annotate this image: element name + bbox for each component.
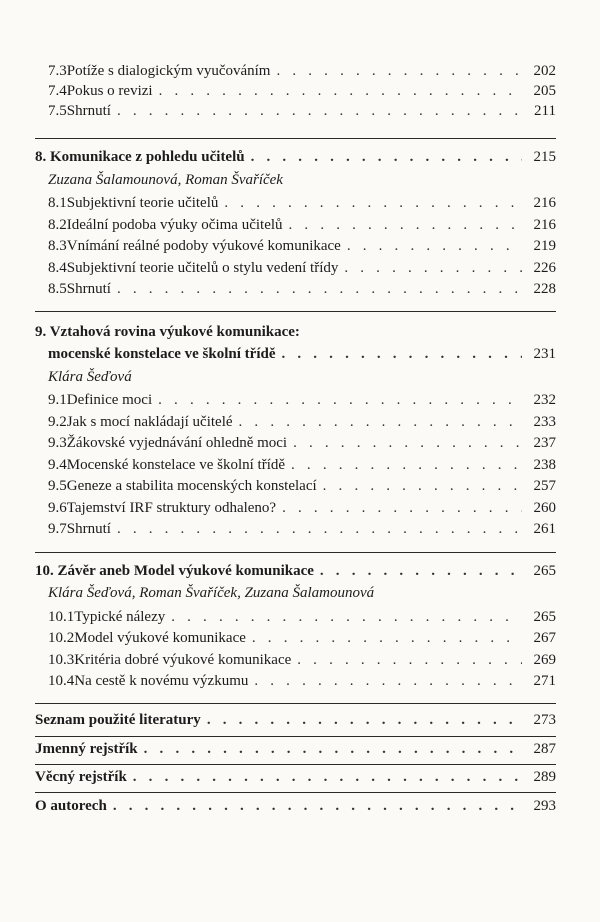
toc-entry[interactable] bbox=[48, 649, 556, 671]
page-number: 287 bbox=[533, 741, 556, 757]
page-number: 267 bbox=[533, 630, 556, 646]
chapter-authors: Klára Šeďová bbox=[48, 369, 132, 385]
section-divider bbox=[35, 792, 556, 793]
dot-leader bbox=[113, 795, 522, 817]
dot-leader bbox=[347, 235, 522, 257]
section-title: Potíže s dialogickým vyučováním bbox=[66, 63, 271, 79]
toc-entry[interactable] bbox=[48, 80, 556, 102]
section-title: Žákovské vyjednávání ohledně moci bbox=[66, 435, 288, 451]
toc-entry[interactable] bbox=[48, 670, 556, 692]
entry-title: O autorech bbox=[35, 798, 107, 814]
page-number: 205 bbox=[533, 83, 556, 99]
toc-entry[interactable] bbox=[48, 235, 556, 257]
section-title: Subjektivní teorie učitelů o stylu vedení třídy bbox=[66, 260, 339, 276]
section-title: Vnímání reálné podoby výukové komunikace bbox=[66, 238, 341, 254]
section-number: 8.1 bbox=[48, 195, 67, 211]
section-title: Kritéria dobré výukové komunikace bbox=[74, 652, 292, 668]
section-number: 9.5 bbox=[48, 478, 67, 494]
page-number: 232 bbox=[533, 392, 556, 408]
section-title: Pokus o revizi bbox=[66, 83, 153, 99]
dot-leader bbox=[289, 214, 522, 236]
page-number: 202 bbox=[533, 63, 556, 79]
section-number: 9.4 bbox=[48, 457, 67, 473]
section-number: 10.2 bbox=[48, 630, 75, 646]
chapter-9-heading[interactable] bbox=[48, 343, 556, 365]
page-number: 215 bbox=[533, 149, 556, 165]
chapter-title: 8. Komunikace z pohledu učitelů bbox=[35, 149, 245, 165]
toc-back-matter-entry[interactable] bbox=[35, 766, 556, 788]
section-number: 7.4 bbox=[48, 83, 67, 99]
dot-leader bbox=[117, 278, 522, 300]
dot-leader bbox=[158, 389, 522, 411]
section-divider bbox=[35, 138, 556, 139]
toc-back-matter-entry[interactable] bbox=[35, 738, 556, 760]
dot-leader bbox=[117, 518, 522, 540]
chapter-title: mocenské konstelace ve školní třídě bbox=[48, 346, 276, 362]
section-divider bbox=[35, 311, 556, 312]
page-number: 271 bbox=[533, 673, 556, 689]
page-number: 273 bbox=[533, 712, 556, 728]
section-number: 7.5 bbox=[48, 103, 67, 119]
toc-entry[interactable] bbox=[48, 475, 556, 497]
dot-leader bbox=[239, 411, 522, 433]
dot-leader bbox=[207, 709, 522, 731]
page-number: 257 bbox=[533, 478, 556, 494]
section-number: 9.6 bbox=[48, 500, 67, 516]
page-number: 228 bbox=[533, 281, 556, 297]
section-number: 8.3 bbox=[48, 238, 67, 254]
chapter-10-heading[interactable] bbox=[35, 560, 556, 582]
dot-leader bbox=[251, 146, 522, 168]
section-number: 9.1 bbox=[48, 392, 67, 408]
toc-entry[interactable] bbox=[48, 432, 556, 454]
section-divider bbox=[35, 764, 556, 765]
section-title: Definice moci bbox=[66, 392, 153, 408]
section-number: 8.5 bbox=[48, 281, 67, 297]
section-number: 10.3 bbox=[48, 652, 75, 668]
section-title: Tajemství IRF struktury odhaleno? bbox=[66, 500, 277, 516]
entry-title: Seznam použité literatury bbox=[35, 712, 201, 728]
section-title: Mocenské konstelace ve školní třídě bbox=[66, 457, 286, 473]
dot-leader bbox=[117, 100, 522, 122]
dot-leader bbox=[323, 475, 522, 497]
page-number: 260 bbox=[533, 500, 556, 516]
page-number: 269 bbox=[533, 652, 556, 668]
toc-entry[interactable] bbox=[48, 257, 556, 279]
chapter-8-heading[interactable] bbox=[35, 146, 556, 168]
section-title: Shrnutí bbox=[66, 521, 111, 537]
dot-leader bbox=[293, 432, 522, 454]
page-number: 233 bbox=[533, 414, 556, 430]
section-title: Ideální podoba výuky očima učitelů bbox=[66, 217, 283, 233]
section-number: 8.2 bbox=[48, 217, 67, 233]
dot-leader bbox=[252, 627, 522, 649]
dot-leader bbox=[159, 80, 522, 102]
dot-leader bbox=[254, 670, 522, 692]
page-number: 293 bbox=[533, 798, 556, 814]
dot-leader bbox=[291, 454, 522, 476]
section-number: 10.4 bbox=[48, 673, 75, 689]
section-title: Subjektivní teorie učitelů bbox=[66, 195, 219, 211]
dot-leader bbox=[297, 649, 522, 671]
section-number: 9.7 bbox=[48, 521, 67, 537]
section-title: Jak s mocí nakládají učitelé bbox=[66, 414, 233, 430]
chapter-9-title-line-1[interactable]: 9. Vztahová rovina výukové komunikace: bbox=[35, 324, 300, 340]
section-title: Typické nálezy bbox=[74, 609, 166, 625]
dot-leader bbox=[224, 192, 522, 214]
toc-entry[interactable] bbox=[48, 389, 556, 411]
toc-entry[interactable] bbox=[48, 606, 556, 628]
entry-title: Věcný rejstřík bbox=[35, 769, 127, 785]
dot-leader bbox=[320, 560, 522, 582]
section-divider bbox=[35, 552, 556, 553]
dot-leader bbox=[171, 606, 522, 628]
section-title: Model výukové komunikace bbox=[74, 630, 246, 646]
entry-title: Jmenný rejstřík bbox=[35, 741, 138, 757]
toc-entry[interactable] bbox=[48, 214, 556, 236]
dot-leader bbox=[276, 60, 522, 82]
dot-leader bbox=[144, 738, 522, 760]
toc-entry[interactable] bbox=[48, 627, 556, 649]
page-number: 216 bbox=[533, 195, 556, 211]
section-number: 7.3 bbox=[48, 63, 67, 79]
page-number: 238 bbox=[533, 457, 556, 473]
page-number: 216 bbox=[533, 217, 556, 233]
page-number: 265 bbox=[533, 563, 556, 579]
section-number: 9.2 bbox=[48, 414, 67, 430]
dot-leader bbox=[133, 766, 522, 788]
toc-entry[interactable] bbox=[48, 454, 556, 476]
chapter-authors: Klára Šeďová, Roman Švaříček, Zuzana Šalamounová bbox=[48, 585, 375, 601]
section-title: Shrnutí bbox=[66, 281, 111, 297]
section-divider bbox=[35, 736, 556, 737]
chapter-authors: Zuzana Šalamounová, Roman Švaříček bbox=[48, 172, 283, 188]
section-title: Geneze a stabilita mocenských konstelací bbox=[66, 478, 317, 494]
page-number: 237 bbox=[533, 435, 556, 451]
page-number: 265 bbox=[533, 609, 556, 625]
page-number: 289 bbox=[533, 769, 556, 785]
page-number: 226 bbox=[533, 260, 556, 276]
page-number: 261 bbox=[533, 521, 556, 537]
toc-entry[interactable] bbox=[48, 278, 556, 300]
dot-leader bbox=[344, 257, 522, 279]
toc-back-matter-entry[interactable] bbox=[35, 795, 556, 817]
section-title: Shrnutí bbox=[66, 103, 111, 119]
toc-back-matter-entry[interactable] bbox=[35, 709, 556, 731]
section-number: 9.3 bbox=[48, 435, 67, 451]
dot-leader bbox=[281, 343, 522, 365]
section-title: Na cestě k novému výzkumu bbox=[74, 673, 249, 689]
chapter-title: 10. Závěr aneb Model výukové komunikace bbox=[35, 563, 314, 579]
toc-entry[interactable] bbox=[48, 100, 556, 122]
toc-entry[interactable] bbox=[48, 411, 556, 433]
toc-entry[interactable] bbox=[48, 497, 556, 519]
section-number: 8.4 bbox=[48, 260, 67, 276]
toc-entry[interactable] bbox=[48, 518, 556, 540]
section-divider bbox=[35, 703, 556, 704]
toc-entry[interactable] bbox=[48, 60, 556, 82]
section-number: 10.1 bbox=[48, 609, 75, 625]
toc-entry[interactable] bbox=[48, 192, 556, 214]
dot-leader bbox=[282, 497, 522, 519]
page-number: 219 bbox=[533, 238, 556, 254]
page-number: 211 bbox=[534, 103, 556, 119]
page-number: 231 bbox=[533, 346, 556, 362]
